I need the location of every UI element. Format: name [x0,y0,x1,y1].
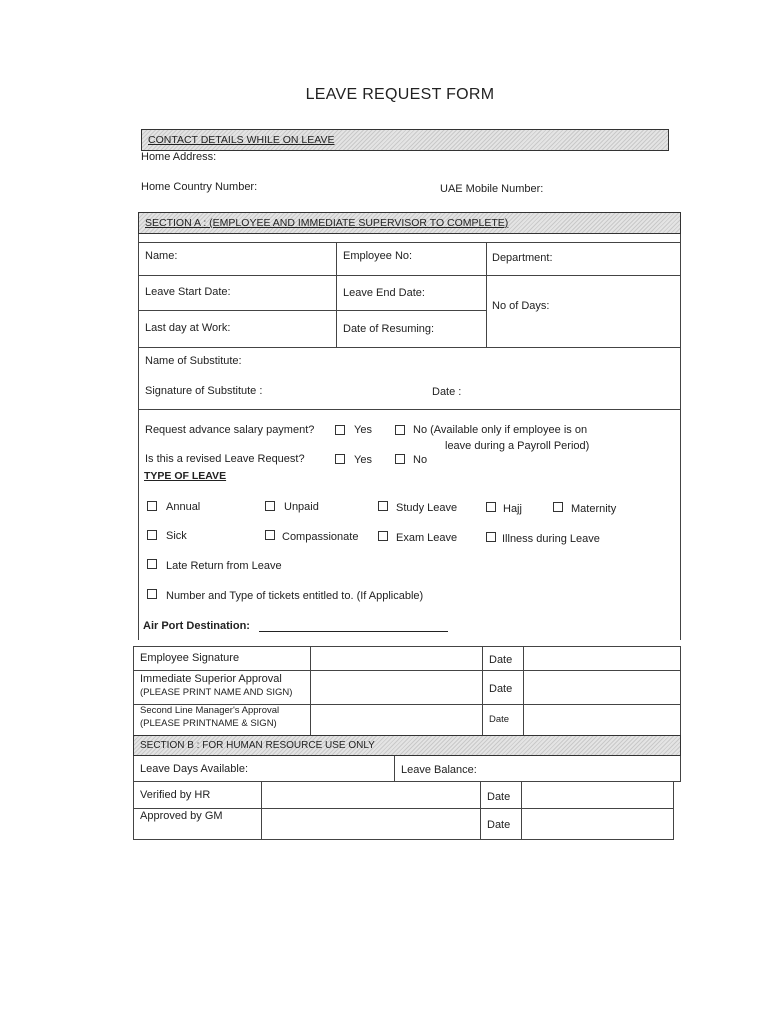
late-return-checkbox[interactable] [147,559,157,569]
row-divider [138,310,486,311]
unpaid-label: Unpaid [284,501,319,513]
contact-details-header-text: CONTACT DETAILS WHILE ON LEAVE [148,134,335,146]
exam-leave-checkbox[interactable] [378,531,388,541]
unpaid-checkbox[interactable] [265,501,275,511]
name-label: Name: [145,250,178,262]
approved-by-gm-date-label: Date [487,819,511,831]
section-b-bottom-border [133,839,674,840]
immediate-superior-note: (PLEASE PRINT NAME AND SIGN) [140,687,293,698]
advance-salary-no-note: leave during a Payroll Period) [445,440,590,452]
advance-salary-question: Request advance salary payment? [145,424,315,436]
illness-during-leave-label: Illness during Leave [502,533,600,545]
tickets-label: Number and Type of tickets entitled to. (If Applicable) [166,590,424,602]
revised-request-question: Is this a revised Leave Request? [145,453,305,465]
approved-by-gm-label: Approved by GM [140,810,223,822]
airport-destination-label: Air Port Destination: [143,620,250,632]
row-divider [138,347,681,348]
approval-col-divider [482,646,483,736]
compassionate-label: Compassionate [282,531,359,543]
study-leave-label: Study Leave [396,502,458,514]
substitute-date-label: Date : [432,386,462,398]
sick-checkbox[interactable] [147,530,157,540]
approval-row-divider [133,670,681,671]
illness-during-leave-checkbox[interactable] [486,532,496,542]
section-b-header [133,735,681,756]
approval-col-divider [523,646,524,736]
immediate-superior-date-label: Date [489,683,513,695]
hajj-label: Hajj [503,503,522,515]
row-divider [138,409,681,410]
revised-no-label: No [413,454,428,466]
immediate-superior-label: Immediate Superior Approval [140,673,282,685]
home-country-number-label: Home Country Number: [141,181,258,193]
revised-yes-label: Yes [354,454,372,466]
second-line-manager-date-label: Date [489,714,510,725]
name-of-substitute-label: Name of Substitute: [145,355,242,367]
airport-destination-line[interactable] [259,631,448,632]
annual-checkbox[interactable] [147,501,157,511]
advance-salary-yes-checkbox[interactable] [335,425,345,435]
employee-signature-label: Employee Signature [140,652,240,664]
compassionate-checkbox[interactable] [265,530,275,540]
advance-salary-yes-label: Yes [354,424,372,436]
leave-days-available-label: Leave Days Available: [140,763,249,775]
no-of-days-label: No of Days: [492,300,550,312]
section-b-col-divider [480,781,481,840]
revised-yes-checkbox[interactable] [335,454,345,464]
contact-details-header [141,129,669,151]
section-a-header-text: SECTION A : (EMPLOYEE AND IMMEDIATE SUPERVISOR TO COMPLETE) [145,217,509,229]
advance-salary-no-checkbox[interactable] [395,425,405,435]
revised-no-checkbox[interactable] [395,454,405,464]
last-day-at-work-label: Last day at Work: [145,322,231,334]
exam-leave-label: Exam Leave [396,532,458,544]
department-label: Department: [492,252,553,264]
second-line-manager-note: (PLEASE PRINTNAME & SIGN) [140,718,277,729]
late-return-label: Late Return from Leave [166,560,282,572]
section-b-row-divider [133,808,674,809]
employee-signature-date-label: Date [489,654,513,666]
employee-no-label: Employee No: [343,250,413,262]
annual-label: Annual [166,501,201,513]
row-divider [138,242,681,243]
section-b-col-divider [521,781,522,840]
section-a-right-border [680,234,681,640]
section-a-header [138,212,681,234]
leave-end-date-label: Leave End Date: [343,287,425,299]
approval-right-border [680,646,681,736]
col-divider [336,242,337,347]
approval-top-border [133,646,681,647]
section-b-col-divider [261,781,262,840]
leave-balance-label: Leave Balance: [401,764,477,776]
row-divider [138,275,681,276]
section-a-left-border [138,234,139,640]
advance-salary-no-label: No (Available only if employee is on [413,424,588,436]
type-of-leave-header: TYPE OF LEAVE [144,470,227,482]
uae-mobile-number-label: UAE Mobile Number: [440,183,544,195]
verified-by-hr-date-label: Date [487,791,511,803]
home-address-label: Home Address: [141,151,217,163]
study-leave-checkbox[interactable] [378,501,388,511]
section-b-row-divider [133,781,681,782]
maternity-checkbox[interactable] [553,502,563,512]
verified-by-hr-label: Verified by HR [140,789,211,801]
section-b-right-border [680,756,681,782]
tickets-checkbox[interactable] [147,589,157,599]
approval-col-divider [310,646,311,736]
section-b-header-text: SECTION B : FOR HUMAN RESOURCE USE ONLY [140,740,375,751]
section-b-left-border [133,756,134,840]
signature-of-substitute-label: Signature of Substitute : [145,385,263,397]
page-title: LEAVE REQUEST FORM [305,86,495,103]
maternity-label: Maternity [571,503,617,515]
hajj-checkbox[interactable] [486,502,496,512]
second-line-manager-label: Second Line Manager's Approval [140,705,280,716]
section-b-right-border-lower [673,781,674,840]
approval-left-border [133,646,134,736]
date-of-resuming-label: Date of Resuming: [343,323,435,335]
col-divider [486,242,487,347]
leave-start-date-label: Leave Start Date: [145,286,231,298]
section-b-col-divider [394,756,395,782]
sick-label: Sick [166,530,187,542]
